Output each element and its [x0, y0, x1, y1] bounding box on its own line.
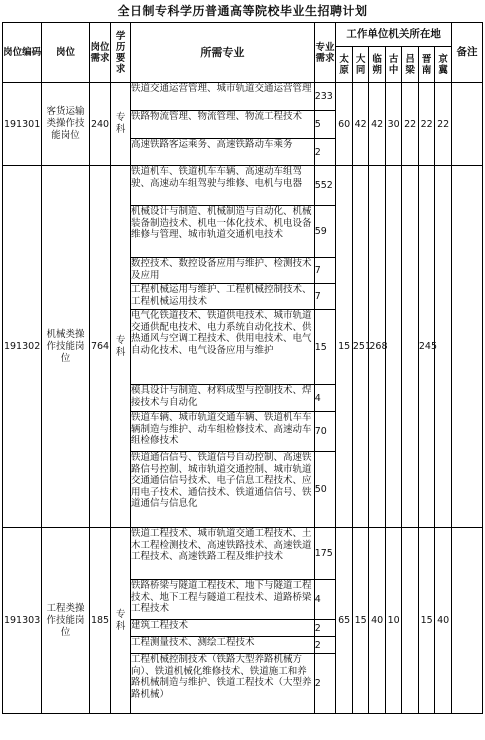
header-city: 吕梁 — [402, 47, 419, 83]
page-title: 全日制专科学历普通高等院校毕业生招聘计划 — [117, 4, 368, 18]
city-count: 15 — [352, 528, 369, 714]
table-row — [3, 166, 483, 206]
education-requirement: 专科 — [111, 528, 131, 714]
city-count: 15 — [418, 528, 435, 714]
major-need: 59 — [314, 206, 336, 258]
major-need: 175 — [314, 528, 336, 580]
city-count: 40 — [369, 528, 386, 714]
major-name: 铁路桥梁与隧道工程技术、地下与隧道工程技术、地下工程与隧道工程技术、道路桥梁工程技术 — [130, 580, 314, 620]
position-need: 240 — [89, 83, 111, 166]
city-count: 268 — [369, 166, 386, 528]
major-need: 7 — [314, 258, 336, 284]
position-code: 191303 — [3, 528, 42, 714]
major-name: 铁道工程技术、城市轨道交通工程技术、土木工程检测技术、高速铁路技术、高速铁道工程技术、高速铁路工程及维护技术 — [130, 528, 314, 580]
city-count — [385, 166, 402, 528]
header-education: 学历要求 — [111, 23, 131, 83]
header-position-need: 岗位需求 — [89, 23, 111, 83]
position-code: 191302 — [3, 166, 42, 528]
major-name: 铁道通信信号、铁道信号自动控制、高速铁路信号控制、城市轨道交通控制、城市轨道交通通信信号技术、电子信息工程技术、应用电子技术、通信技术、铁道通信信号、铁道通信与信息化 — [130, 452, 314, 528]
major-need: 2 — [314, 620, 336, 637]
header-code: 岗位编码 — [3, 23, 42, 83]
city-count — [402, 528, 419, 714]
header-major-need: 专业需求 — [314, 23, 336, 83]
header-position: 岗位 — [42, 23, 89, 83]
major-name: 机械设计与制造、机械制造与自动化、机械装备制造技术、机电一体化技术、机电设备维修与管理、城市轨道交通机电技术 — [130, 206, 314, 258]
major-name: 工程机械运用与维护、工程机械控制技术、工程机械运用技术 — [130, 284, 314, 310]
position-need: 185 — [89, 528, 111, 714]
header-city: 太原 — [336, 47, 353, 83]
city-count: 40 — [435, 528, 452, 714]
major-need: 233 — [314, 83, 336, 111]
major-name: 高速铁路客运乘务、高速铁路动车乘务 — [130, 139, 314, 166]
position-code: 191301 — [3, 83, 42, 166]
table-row — [3, 83, 483, 111]
major-name: 工程机械控制技术（铁路大型养路机械方向）、铁道机械化维修技术、铁道施工和养路机械制造与维护、铁道工程技术（大型养路机械） — [130, 654, 314, 714]
major-need: 5 — [314, 111, 336, 139]
city-count: 22 — [418, 83, 435, 166]
header-remark: 备注 — [451, 23, 482, 83]
education-requirement: 专科 — [111, 83, 131, 166]
position-need: 764 — [89, 166, 111, 528]
major-name: 工程测量技术、测绘工程技术 — [130, 637, 314, 654]
header-city: 晋南 — [418, 47, 435, 83]
major-need: 552 — [314, 166, 336, 206]
header-city: 大同 — [352, 47, 369, 83]
header-major: 所需专业 — [130, 23, 314, 83]
major-name: 铁路物流管理、物流管理、物流工程技术 — [130, 111, 314, 139]
major-need: 15 — [314, 310, 336, 385]
education-requirement: 专科 — [111, 166, 131, 528]
position-name: 客货运输类操作技能岗位 — [42, 83, 89, 166]
major-name: 模具设计与制造、材料成型与控制技术、焊接技术与自动化 — [130, 385, 314, 412]
recruitment-plan-table — [2, 22, 483, 714]
major-name: 铁道交通运营管理、城市轨道交通运营管理 — [130, 83, 314, 111]
major-need: 4 — [314, 385, 336, 412]
major-name: 数控技术、数控设备应用与维护、检测技术及应用 — [130, 258, 314, 284]
major-need: 2 — [314, 139, 336, 166]
position-name: 机械类操作技能岗位 — [42, 166, 89, 528]
major-need: 4 — [314, 580, 336, 620]
table-row — [3, 528, 483, 580]
city-count — [402, 166, 419, 528]
city-count — [435, 166, 452, 528]
city-count: 42 — [352, 83, 369, 166]
major-need: 70 — [314, 412, 336, 452]
city-count: 22 — [435, 83, 452, 166]
major-need: 7 — [314, 284, 336, 310]
header-city: 临朔 — [369, 47, 386, 83]
city-count: 30 — [385, 83, 402, 166]
major-need: 50 — [314, 452, 336, 528]
city-count: 60 — [336, 83, 353, 166]
remark — [451, 528, 482, 714]
major-need: 2 — [314, 654, 336, 714]
remark — [451, 166, 482, 528]
header-city: 京冀 — [435, 47, 452, 83]
city-count: 15 — [336, 166, 353, 528]
city-count: 42 — [369, 83, 386, 166]
remark — [451, 83, 482, 166]
major-need: 2 — [314, 637, 336, 654]
header-location: 工作单位机关所在地 — [336, 23, 452, 47]
city-count: 22 — [402, 83, 419, 166]
city-count: 251 — [352, 166, 369, 528]
city-count: 65 — [336, 528, 353, 714]
header-city: 古中 — [385, 47, 402, 83]
major-name: 建筑工程技术 — [130, 620, 314, 637]
major-name: 电气化铁道技术、铁道供电技术、城市轨道交通供配电技术、电力系统自动化技术、供热通风与空调工程技术、供用电技术、电气自动化技术、电气设备应用与维护 — [130, 310, 314, 385]
major-name: 铁道机车、铁道机车车辆、高速动车组驾驶、高速动车组驾驶与维修、电机与电器 — [130, 166, 314, 206]
major-name: 铁道车辆、城市轨道交通车辆、铁道机车车辆制造与维护、动车组检修技术、高速动车组检修技术 — [130, 412, 314, 452]
city-count: 245 — [418, 166, 435, 528]
position-name: 工程类操作技能岗位 — [42, 528, 89, 714]
city-count: 10 — [385, 528, 402, 714]
